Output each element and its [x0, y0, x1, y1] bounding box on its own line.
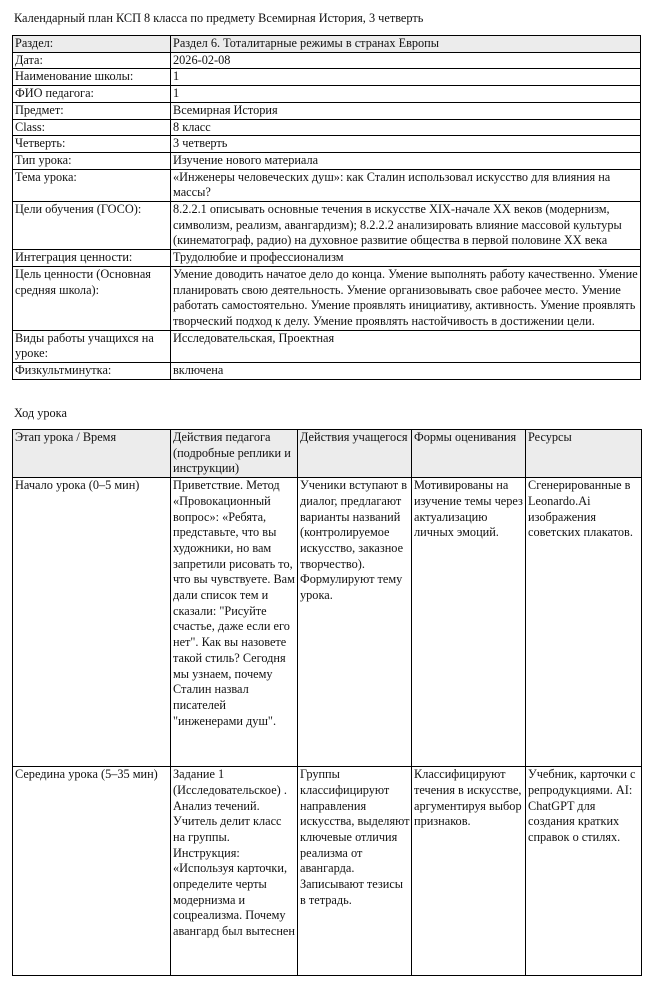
column-header-resources: Ресурсы: [526, 430, 642, 478]
info-label: Цель ценности (Основная средняя школа):: [13, 266, 171, 330]
info-label: Четверть:: [13, 136, 171, 153]
column-header-students: Действия учащегося: [298, 430, 412, 478]
info-row-teacher: [13, 86, 641, 103]
info-value: Исследовательская, Проектная: [171, 330, 641, 362]
info-row-lesson-type: [13, 152, 641, 169]
info-value: Умение доводить начатое дело до конца. Умение выполнять работу качественно. Умение планировать свою деятельность. Умение организовывать свое рабочее место. Умение работать самостоятельно. Умение проявлять инициативу, активность. Умение проявлять творческий подход к делу. Умение проявлять настойчивость в достижении цели.: [171, 266, 641, 330]
student-actions-cell: Ученики вступают в диалог, предлагают варианты названий (контролируемое искусство, заказное творчество). Формулируют тему урока.: [298, 478, 412, 767]
lesson-row-start: [13, 478, 642, 767]
info-row-school: [13, 69, 641, 86]
teacher-actions-text: Задание 1 (Исследовательское) . Анализ течений. Учитель делит класс на группы. Инструкция: «Используя карточки, определите черты модернизма и соцреализма. Почему авангард был вытеснен: [173, 767, 295, 939]
resources-cell: Сгенерированные в Leonardo.Ai изображения советских плакатов.: [526, 478, 642, 767]
info-value: 3 четверть: [171, 136, 641, 153]
stage-cell: Середина урока (5–35 мин): [13, 767, 171, 976]
info-label: Интеграция ценности:: [13, 250, 171, 267]
page-title: Календарный план КСП 8 класса по предмету Всемирная История, 3 четверть: [14, 11, 424, 25]
teacher-actions-cell: Приветствие. Метод «Провокационный вопрос»: «Ребята, представьте, что вы художники, но вам запретили рисовать то, что вы чувствуете. Вам дали список тем и сказали: "Рисуйте счастье, даже если его нет". Как вы назовете такой стиль? Сегодня мы узнаем, почему Сталин назвал писателей "инженерами душ".: [171, 478, 298, 767]
info-label: Раздел:: [13, 36, 171, 53]
info-row-date: [13, 52, 641, 69]
info-row-topic: [13, 169, 641, 201]
resources-cell: Учебник, карточки с репродукциями. AI: ChatGPT для создания кратких справок о стилях.: [526, 767, 642, 976]
info-row-objectives: [13, 202, 641, 250]
column-header-teacher: Действия педагога (подробные реплики и инструкции): [171, 430, 298, 478]
lesson-flow-heading: Ход урока: [14, 406, 67, 420]
lesson-flow-table: [12, 429, 642, 976]
lesson-row-middle: [13, 767, 642, 976]
info-value: Раздел 6. Тоталитарные режимы в странах Европы: [171, 36, 641, 53]
info-value: 1: [171, 69, 641, 86]
column-header-stage: Этап урока / Время: [13, 430, 171, 478]
info-row-work-types: [13, 330, 641, 362]
info-label: Физкультминутка:: [13, 363, 171, 380]
info-value: включена: [171, 363, 641, 380]
info-row-value-goal: [13, 266, 641, 330]
info-row-subject: [13, 102, 641, 119]
info-label: Виды работы учащихся на уроке:: [13, 330, 171, 362]
assessment-cell: Мотивированы на изучение темы через актуализацию личных эмоций.: [412, 478, 526, 767]
column-header-assessment: Формы оценивания: [412, 430, 526, 478]
info-label: Тип урока:: [13, 152, 171, 169]
info-label: Наименование школы:: [13, 69, 171, 86]
info-label: Class:: [13, 119, 171, 136]
info-label: Дата:: [13, 52, 171, 69]
info-row-value-integration: [13, 250, 641, 267]
info-value: 2026-02-08: [171, 52, 641, 69]
info-row-class: [13, 119, 641, 136]
info-label: ФИО педагога:: [13, 86, 171, 103]
info-value: «Инженеры человеческих душ»: как Сталин использовал искусство для влияния на массы?: [171, 169, 641, 201]
info-row-exercise-break: [13, 363, 641, 380]
student-actions-cell: Группы классифицируют направления искусства, выделяют ключевые отличия реализма от авангарда. Записывают тезисы в тетрадь.: [298, 767, 412, 976]
info-value: Трудолюбие и профессионализм: [171, 250, 641, 267]
info-value: 8 класс: [171, 119, 641, 136]
info-label: Тема урока:: [13, 169, 171, 201]
info-value: 1: [171, 86, 641, 103]
info-label: Цели обучения (ГОСО):: [13, 202, 171, 250]
assessment-cell: Классифицируют течения в искусстве, аргументируя выбор признаков.: [412, 767, 526, 976]
lesson-info-table: [12, 35, 641, 380]
info-value: Изучение нового материала: [171, 152, 641, 169]
info-row-section: [13, 36, 641, 53]
lesson-header-row: [13, 430, 642, 478]
info-value: Всемирная История: [171, 102, 641, 119]
info-row-quarter: [13, 136, 641, 153]
teacher-actions-cell: [171, 767, 298, 976]
stage-cell: Начало урока (0–5 мин): [13, 478, 171, 767]
info-label: Предмет:: [13, 102, 171, 119]
info-value: 8.2.2.1 описывать основные течения в искусстве XIX-начале XX веков (модернизм, символизм, реализм, авангардизм); 8.2.2.2 анализировать влияние массовой культуры (кинематограф, радио) на духовное развитие общества в первой половине XX века: [171, 202, 641, 250]
